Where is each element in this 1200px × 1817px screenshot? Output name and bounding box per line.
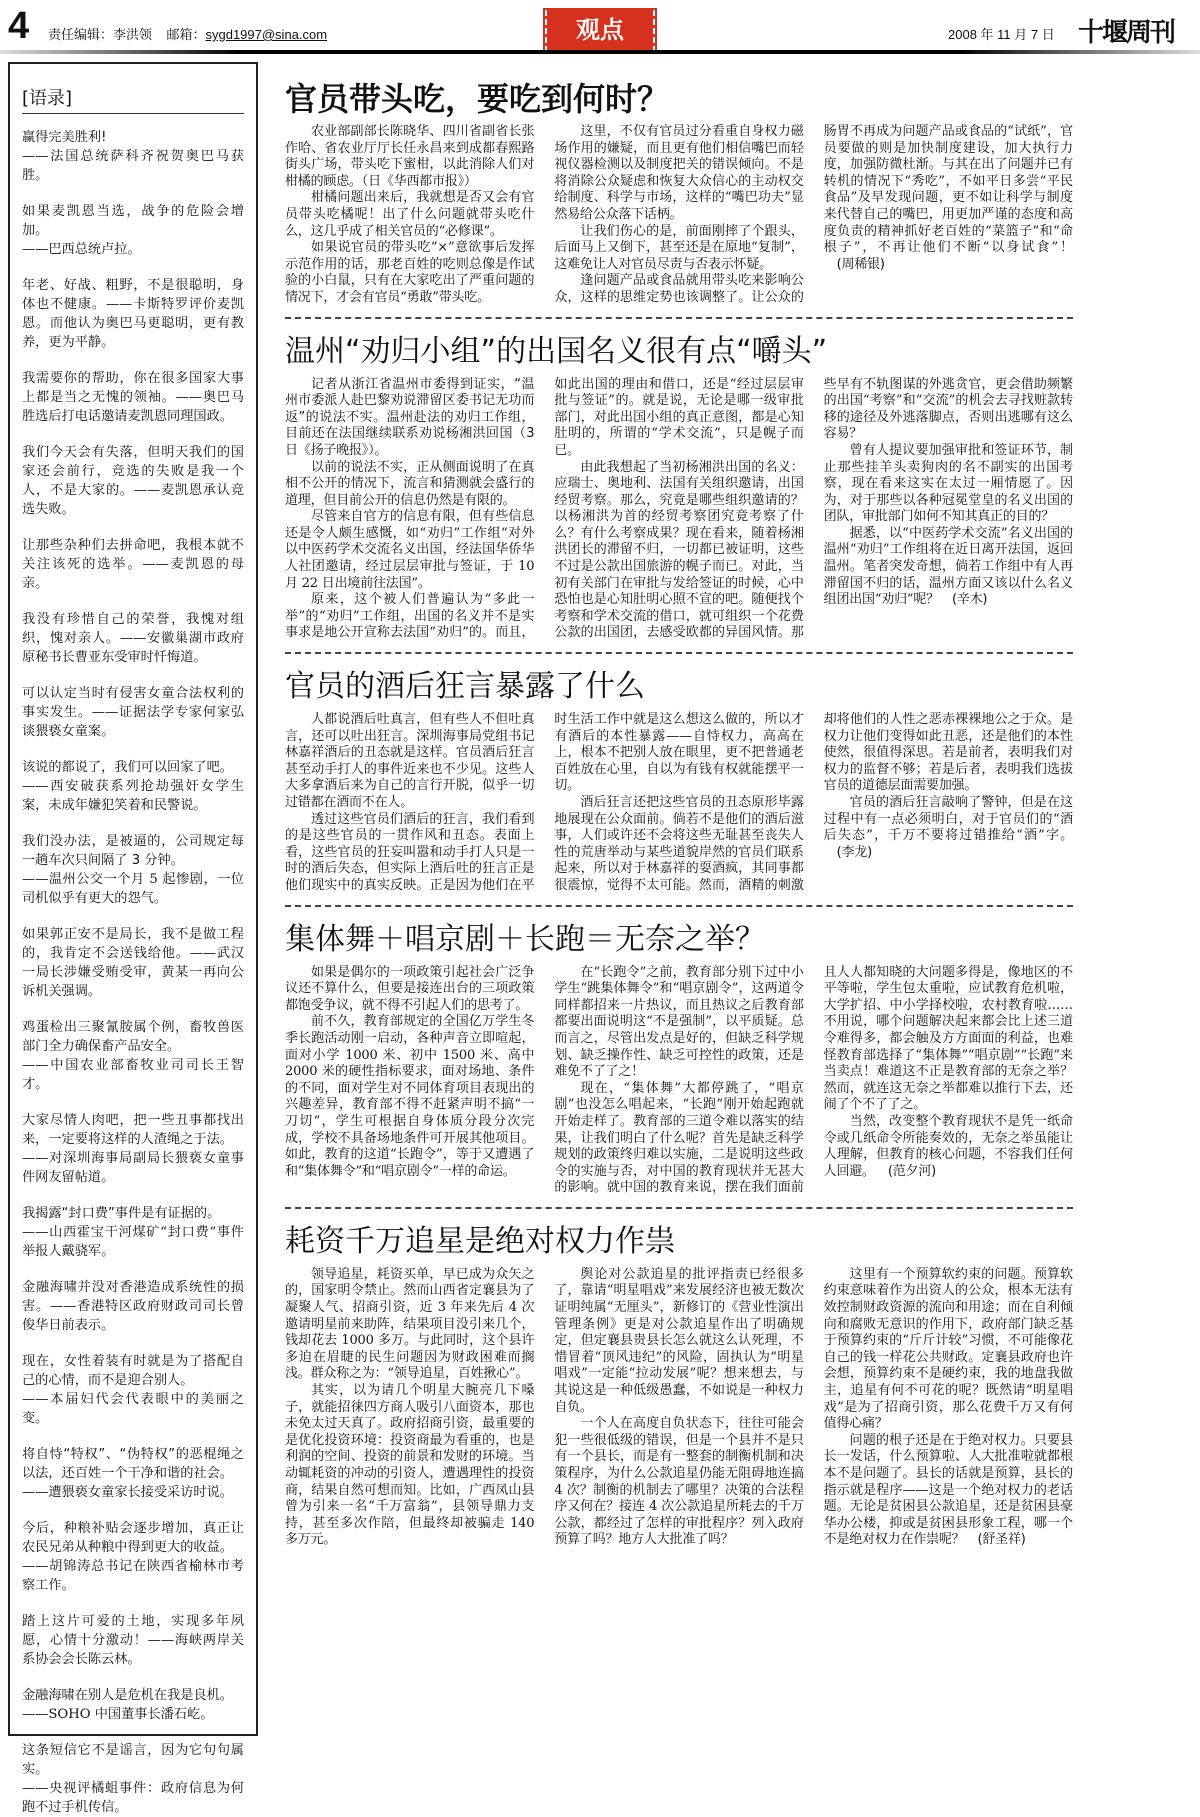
quote-text: 今后，种粮补贴会逐步增加，真正让农民兄弟从种粮中得到更大的收益。 — [22, 1521, 244, 1555]
quote-source: ——武汉一局长涉嫌受贿受审，黄某一再向公诉机关强调。 — [22, 946, 245, 999]
article-paragraph: 这里，不仅有官员过分看重自身权力磁场作用的嫌疑，而且更有他们相信嘴巴而轻视仪器检测以及制度把关的错误倾向。不是将消除公众疑虑和恢复大众信心的主动权交给制度、科学与市场，这样的“嘴巴功夫”显然易给公众落下话柄。 — [554, 124, 804, 222]
article-paragraph: 以前的说法不实，正从侧面说明了在真相不公开的情况下，流言和猜测就会盛行的道理，但目前公开的信息仍然是有限的。 — [285, 459, 535, 508]
quote-item — [22, 369, 244, 426]
header-rule — [0, 50, 1200, 54]
quote-source: ——香港特区政府财政司司长曾俊华日前表示。 — [22, 1299, 245, 1333]
quote-source: ——遭猥亵女童家长接受采访时说。 — [22, 1485, 233, 1500]
quote-text: 金融海啸并没对香港造成系统性的损害。 — [22, 1280, 244, 1314]
editor-info — [48, 24, 327, 43]
issue-date: 2008 年 11 月 7 日 — [948, 27, 1055, 42]
quote-text: 年老、好战、粗野，不是很聪明，身体也不健康。 — [22, 278, 244, 312]
article-paragraph: 领导追星，耗资买单，早已成为众矢之的，国家明令禁止。然而山西省定襄县为了凝聚人气、招商引资，近 3 年来先后 4 次邀请明星前来助阵，结果项目没引来几个，钱却花去 1000 多万。与此同时，这个县许多迫在眉睫的民生问题因为财政困难而搁浅。群众称之为：“领导追星，百姓揪心”。 — [285, 1266, 535, 1382]
article-paragraph: 酒后狂言还把这些官员的丑态原形毕露地展现在公众面前。倘若不是他们的酒后滋事，人们或许还不会将这些无耻甚至丧失人性的荒唐举动与某些道貌岸然的官员们联系起来，所以对于林嘉祥的耍酒疯，其同事都很震惊，觉得不太可能。然而，酒精的刺激却将他们的人性之恶赤裸裸地公之于众。是权力让他们变得如此丑恶，还是他们的本性使然，很值得深思。若是前者，表明我们对权力的监督不够；若是后者，表明我们选拔官员的道德层面需要加强。 — [554, 712, 1073, 893]
email-link[interactable]: sygd1997@sina.com — [205, 27, 328, 42]
quote-source: ——证据法学专家何家弘谈猥亵女童案。 — [22, 705, 245, 739]
quote-item — [22, 610, 244, 667]
article-paragraph: 官员的酒后狂言敲响了警钟，但是在这过程中有一点必须明白，对于官员们的“酒后失态”，千万不要将过错推给“酒”字。 — [823, 795, 1073, 844]
article-last-paragraph — [824, 1433, 1073, 1549]
quote-text: 现在，女性着装有时就是为了搭配自己的心情，而不是迎合别人。 — [22, 1354, 244, 1388]
quote-source: ——西安破获系列抢劫强奸女学生案，未成年嫌犯笑着和民警说。 — [22, 779, 244, 813]
section-divider — [285, 652, 1073, 654]
article-byline: (范夕河) — [887, 1163, 937, 1179]
quote-text: 鸡蛋检出三聚氰胺属个例，畜牧兽医部门全力确保畜产品安全。 — [22, 1020, 244, 1054]
article-headline: 集体舞＋唱京剧＋长跑＝无奈之举？ — [285, 921, 765, 957]
quote-item — [22, 1519, 244, 1595]
quote-text: 将自恃“特权”、“伪特权”的恶棍绳之以法，还百姓一个干净和谐的社会。 — [22, 1447, 244, 1481]
article-paragraph: 尽管来自官方的信息有限，但有些信息还是令人颇生感慨，如“劝归”工作组“对外以中医药学术交流名义出国，经法国华侨华人社团邀请，经过层层审批与签证，于 10 月 22 日出境前往法国”。 — [285, 509, 535, 591]
quote-item — [22, 128, 244, 185]
quote-source: ——麦凯恩承认竞选失败。 — [22, 483, 245, 517]
article-paragraph: 舆论对公款追星的批评指责已经很多了，靠请“明星唱戏”来发展经济也被无数次证明纯属“无厘头”，新修订的《营业性演出管理条例》更是对公款追星作出了明确规定，但定襄县贵县长怎么就这么认死理，不惜冒着“顶风违纪”的风险，固执认为“明星唱戏”一定能“拉动发展”呢？想来想去，与其说这是一种低级愚蠢，不如说是一种权力自负。 — [554, 1266, 804, 1415]
article-paragraph: 如果是偶尔的一项政策引起社会广泛争议还不算什么，但要是接连出台的三项政策都饱受争议，就不得不引起人们的思考了。 — [285, 964, 535, 1013]
article-last-paragraph — [824, 795, 1073, 861]
quote-item — [22, 1686, 244, 1724]
article-body — [285, 712, 1073, 895]
quote-text: 我们没办法，是被逼的，公司规定每一趟车次只间隔了 3 分钟。 — [22, 834, 244, 868]
editor-name: 责任编辑：李洪领 — [48, 27, 153, 42]
article-headline: 官员的酒后狂言暴露了什么 — [285, 669, 645, 705]
article-body — [285, 1267, 1073, 1549]
article-paragraph: 农业部副部长陈晓华、四川省副省长张作哈、省农业厅厅长任永昌来到成都春熙路街头广场，带头吃下蜜柑，以此消除人们对柑橘的顾虑。（日《华西都市报》） — [285, 124, 535, 189]
article-paragraph: 柑橘问题出来后，我就想是否又会有官员带头吃橘呢！出了什么问题就带头吃什么，这几乎成了相关官员的“必修课”。 — [285, 190, 535, 239]
quote-source: ——卡斯特罗评价麦凯恩。而他认为奥巴马更聪明，更有教养，更为平静。 — [22, 297, 245, 350]
quote-text: 我没有珍惜自己的荣誉，我愧对组织，愧对亲人。 — [22, 612, 244, 646]
quote-item — [22, 1204, 244, 1261]
section-divider — [285, 317, 1073, 319]
article-paragraph: 逢问题产品或食品就用带头吃来影响公众，这样的思维定势也该调整了。让公众的肠胃不再成为问题产品或食品的“试纸”，官员要做的则是加快制度建设，加大执行力度，加强防微杜渐。与其在出了问题并已有转机的情况下“秀吃”，不如平日多尝“平民食品”及早发现问题，更不如让科学与制度来代替自己的嘴巴，用更加严谨的态度和高度负责的精神抓好老百姓的“菜篮子”和“命根子”，不再让他们不断“以身试食”！ — [554, 124, 1073, 305]
quote-text: 如果麦凯恩当选，战争的危险会增加。 — [22, 204, 244, 238]
quote-source: ——安徽巢湖市政府原秘书长曹亚东受审时忏悔道。 — [22, 631, 244, 665]
article-officials-eating — [285, 80, 1073, 307]
quote-text: 如果郭正安不是局长，我不是做工程的，我肯定不会送钱给他。 — [22, 927, 244, 961]
article-paragraph: 由此我想起了当初杨湘洪出国的名义：应瑞士、奥地利、法国有关组织邀请，出国经贸考察。那么，究竟是哪些组织邀请的？以杨湘洪为首的经贸考察团究竟考察了什么？有什么考察成果？现在看来，随着杨湘洪团长的滞留不归，一切都已被证明，这些不过是公款出国旅游的幌子而已。对此，当初有关部门在审批与发给签证的时候，心中恐怕也是心知肚明心照不宣的吧。随便找个考察和学术交流的借口，就可组织一个花费公款的出国团，去感受欧都的异国风情。那些早有不轨图谋的外逃贪官，更会借助频繁的出国“考察”和“交流”的机会去寻找赃款转移的途径及外逃落脚点，否则出逃哪有这么容易？ — [554, 376, 1073, 641]
article-headline: 官员带头吃，要吃到何时？ — [285, 80, 670, 118]
article-drunk-remarks — [285, 668, 1073, 895]
article-last-paragraph — [824, 526, 1073, 609]
quotes-sidebar — [8, 62, 258, 1815]
article-body — [285, 965, 1073, 1197]
article-headline: 温州“劝归小组”的出国名义很有点“嚼头” — [285, 333, 828, 369]
quote-source: ——奥巴马胜选后打电话邀请麦凯恩同理国政。 — [22, 390, 245, 424]
articles-area — [285, 80, 1073, 1549]
quote-source: ——麦凯恩的母亲。 — [22, 557, 245, 591]
article-paragraph: 现在，“集体舞”大都停跳了，“唱京剧”也没怎么唱起来，“长跑”刚开始起跑就开始走样了。教育部的三道令难以落实的结果，让我们明白了什么呢？首先是缺乏科学规划的政策终归难以实施，二是说明这些政令的实施与否，对中国的教育现状并无甚大的影响。就中国的教育来说，摆在我们面前且人人都知晓的大问题多得是，像地区的不平等啦，学生包太重啦，应试教育危机啦，大学扩招、中小学择校啦，农村教育啦……不用说，哪个问题解决起来都会比上述三道令难得多，都会触及方方面面的利益，也难怪教育部选择了“集体舞”“唱京剧”“长跑”来当卖点！难道这不正是教育部的无奈之举？然而，就连这无奈之举都难以推行下去，还闹了个不了了之。 — [554, 964, 1073, 1196]
newspaper-name: 十堰周刊 — [1078, 18, 1175, 48]
quote-source: ——巴西总统卢拉。 — [22, 242, 141, 257]
quote-item — [22, 832, 244, 908]
article-body — [285, 377, 1073, 643]
quote-text: 我需要你的帮助，你在很多国家大事上都是当之无愧的领袖。 — [22, 371, 244, 405]
article-paragraph: 原来，这个被人们普遍认为“多此一举”的“劝归”工作组，出国的名义并不是实事求是地公开宣称去法国“劝归”的。而且，如此出国的理由和借口，还是“经过层层审批与签证”的。就是说，无论是哪一级审批部门，对此出国小组的真正意图，都是心知肚明的，所谓的“学术交流”，只是幌子而已。 — [285, 376, 804, 641]
article-byline: (辛木) — [951, 592, 988, 608]
quote-item — [22, 1352, 244, 1428]
email-label: 邮箱： — [166, 27, 206, 42]
article-paragraph: 据悉，以“中医药学术交流”名义出国的温州“劝归”工作组将在近日离开法国，返回温州。笔者突发奇想，倘若工作组中有人再滞留国不归的话，温州方面又该以什么名义组团出国“劝归”呢？ — [823, 525, 1073, 608]
article-byline: (李龙) — [836, 844, 872, 860]
article-body — [285, 124, 1073, 307]
article-last-paragraph — [824, 1114, 1073, 1180]
article-paragraph: 透过这些官员们酒后的狂言，我们看到的是这些官员的一贯作风和丑态。表面上看，这些官员的狂妄叫嚣和动手打人只是一时的酒后失态，但实际上酒后吐的狂言正是他们现实中的真实反映。正是因为他们在平时生活工作中就是这么想这么做的，所以才有酒后的本性暴露——自恃权力，高高在上，根本不把别人放在眼里，更不把普通老百姓放在心里，自以为有钱有权就能摆平一切。 — [285, 712, 804, 893]
page-header — [0, 0, 1200, 52]
article-paragraph: 如果说官员的带头吃“×”意欲事后发挥示范作用的话，那老百姓的吃则总像是作试验的小白鼠，只有在大家吃出了严重问题的情况下，才会有官员“勇敢”带头吃。 — [285, 240, 535, 305]
quote-item — [22, 1111, 244, 1187]
sidebar-title: [语录] — [22, 84, 244, 114]
quote-text: 金融海啸在别人是危机在我是良机。 — [22, 1688, 233, 1703]
quote-source: ——法国总统萨科齐祝贺奥巴马获胜。 — [22, 149, 244, 183]
quote-item — [22, 925, 244, 1001]
quote-item — [22, 1741, 244, 1817]
quote-item — [22, 684, 244, 741]
quote-text: 可以认定当时有侵害女童合法权利的事实发生。 — [22, 686, 244, 720]
quote-item — [22, 536, 244, 593]
quote-source: ——本届妇代会代表眼中的美丽之变。 — [22, 1392, 244, 1426]
quote-source: ——对深圳海事局副局长猥亵女童事件网友留帖道。 — [22, 1151, 244, 1185]
quote-source: ——山西霍宝干河煤矿“封口费”事件举报人戴骁军。 — [22, 1225, 244, 1259]
quote-item — [22, 1278, 244, 1335]
quote-text: 这条短信它不是谣言，因为它句句属实。 — [22, 1743, 244, 1777]
article-paragraph: 一个人在高度自负状态下，往往可能会犯一些很低级的错误，但是一个县并不是只有一个县长，而是有一整套的制衡机制和决策程序，为什么公款追星仍能无阻碍地连搞 4 次？制衡的机制去了哪里？决策的合法程序又何在？接连 4 次公款追星所耗去的千万公款，都经过了怎样的审批程序？列入政府预算了吗？地方人大批准了吗？ — [554, 1416, 804, 1548]
article-byline: (周稀银) — [836, 256, 885, 272]
quote-text: 赢得完美胜利! — [22, 130, 107, 145]
quote-source: ——央视评橘蛆事件：政府信息为何跑不过手机传信。 — [22, 1781, 244, 1815]
quote-text: 该说的都说了，我们可以回家了吧。 — [22, 760, 233, 775]
article-paragraph: 让我们伤心的是，前面刚摔了个跟头，后面马上又倒下，甚至还是在原地“复制”，这难免让人对官员尽责与否表示怀疑。 — [554, 223, 804, 272]
section-divider — [285, 1207, 1073, 1209]
quote-source: ——中国农业部畜牧业司司长王智才。 — [22, 1058, 244, 1092]
article-wenzhou-group — [285, 333, 1073, 643]
quote-item — [22, 758, 244, 815]
quote-text: 我们今天会有失落，但明天我们的国家还会前行，竞选的失败是我一个人，不是大家的。 — [22, 445, 244, 498]
article-paragraph: 这里有一个预算软约束的问题。预算软约束意味着作为出资人的公众，根本无法有效控制财政资源的流向和用途；而在自利倾向和腐败无意识的作用下，政府部门缺乏基于预算约束的“斤斤计较”习惯，不可能像花自己的钱一样花公共财政。定襄县政府也许会想，预算约束不是硬约束，我的地盘我做主，追星有何不可花的呢？既然请“明星唱戏”是为了招商引资，那么花费千万又有何值得心痛？ — [823, 1266, 1073, 1432]
quote-source: ——SOHO 中国董事长潘石屹。 — [22, 1707, 214, 1722]
article-star-chasing — [285, 1223, 1073, 1549]
article-paragraph: 问题的根子还是在于绝对权力。只要县长一发话，什么预算啦、人大批准啦就都根本不是问题了。县长的话就是预算，县长的指示就是程序——这是一个绝对权力的老话题。无论是贫困县公款追星，还是贫困县豪华办公楼，抑或是贫困县形象工程，哪一个不是绝对权力在作祟呢？ — [823, 1432, 1073, 1548]
article-paragraph: 人都说酒后吐真言，但有些人不但吐真言，还可以吐出狂言。深圳海事局党组书记林嘉祥酒后的丑态就是这样。官员酒后狂言甚至动手打人的事件近来也不少见。这些人大多拿酒后来为自己的言行开脱，似乎一切过错都在酒而不在人。 — [285, 712, 535, 810]
quote-source: ——海峡两岸关系协会会长陈云林。 — [22, 1633, 245, 1667]
quote-item — [22, 276, 244, 352]
page-number: 4 — [8, 5, 30, 47]
quote-text: 大家尽情人肉吧，把一些丑事都找出来，一定要将这样的人渣绳之于法。 — [22, 1113, 244, 1147]
quote-item — [22, 1445, 244, 1502]
article-byline: (舒圣祥) — [977, 1532, 1026, 1548]
article-paragraph: 当然，改变整个教育现状不是凭一纸命令或几纸命令所能奏效的，无奈之举虽能让人理解，但教育的核心问题，不容我们任何人回避。 — [823, 1113, 1073, 1179]
article-education-orders — [285, 921, 1073, 1197]
quote-item — [22, 443, 244, 519]
article-paragraph: 前不久，教育部规定的全国亿万学生冬季长跑活动刚一启动，各种声音立即喧起，面对小学 1000 米、初中 1500 米、高中 2000 米的硬性指标要求，面对场地、条件的不同，面对学生对不同体育项目表现出的兴趣差异，教育部不得不赶紧声明不搞“一刀切”，学生可根据自身体质分段分次完成，学校不具备场地条件可开展其他项目。如此，教育的这道“长跑令”，等于又遭遇了和“集体舞令”和“唱京剧令”一样的命运。 — [285, 1014, 535, 1179]
quote-source: ——温州公交一个月 5 起惨剧，一位司机似乎有更大的怨气。 — [22, 872, 244, 906]
quote-item — [22, 202, 244, 259]
quote-text: 我揭露“封口费”事件是有证据的。 — [22, 1206, 221, 1221]
section-divider — [285, 905, 1073, 907]
article-paragraph: 在“长跑令”之前，教育部分别下过中小学生“跳集体舞令”和“唱京剧令”，这两道令同样都招来一片热议，而且热议之后教育部都要出面说明这“不是强制”，以平质疑。总而言之，尽管出发点是好的，但缺乏科学规划、缺乏操作性、缺乏可控性的政策，还是难免不了了之！ — [554, 964, 804, 1080]
quote-item — [22, 1612, 244, 1669]
quote-item — [22, 1018, 244, 1094]
quote-text: 让那些杂种们去拼命吧，我根本就不关注该死的选举。 — [22, 538, 244, 572]
quote-source: ——胡锦涛总书记在陕西省榆林市考察工作。 — [22, 1559, 244, 1593]
quote-text: 踏上这片可爱的土地，实现多年夙愿，心情十分激动！ — [22, 1614, 244, 1648]
article-paragraph: 曾有人提议要加强审批和签证环节，制止那些挂羊头卖狗肉的名不副实的出国考察，现在看来这实在太过一厢情愿了。因为，对于那些以各种冠冕堂皇的名义出国的团队，审批部门如何不知其真正的目的？ — [823, 442, 1073, 525]
section-tag: 观点 — [545, 10, 655, 52]
article-paragraph: 其实，以为请几个明星大腕亮几下嗓子，就能招徕四方商人吸引八面资本，那也未免太过天真了。政府招商引资，最重要的是优化投资环境：投资商最为看重的，也是利润的空间、投资的前景和发财的环境。当动辄耗资的冲动的引资人，遭遇理性的投资商，结果自然可想而知。比如，广西凤山县曾为引来一名“千万富翁”，县领导鼎力支持，甚至多次作陪，但最终却被骗走 140 多万元。 — [285, 1383, 535, 1548]
article-headline: 耗资千万追星是绝对权力作祟 — [285, 1223, 675, 1259]
article-paragraph: 记者从浙江省温州市委得到证实，“温州市委派人赴巴黎劝说滞留区委书记无功而返”的说法不实。温州赴法的劝归工作组，目前还在法国继续联系劝说杨湘洪回国（3日《扬子晚报》）。 — [285, 376, 535, 458]
